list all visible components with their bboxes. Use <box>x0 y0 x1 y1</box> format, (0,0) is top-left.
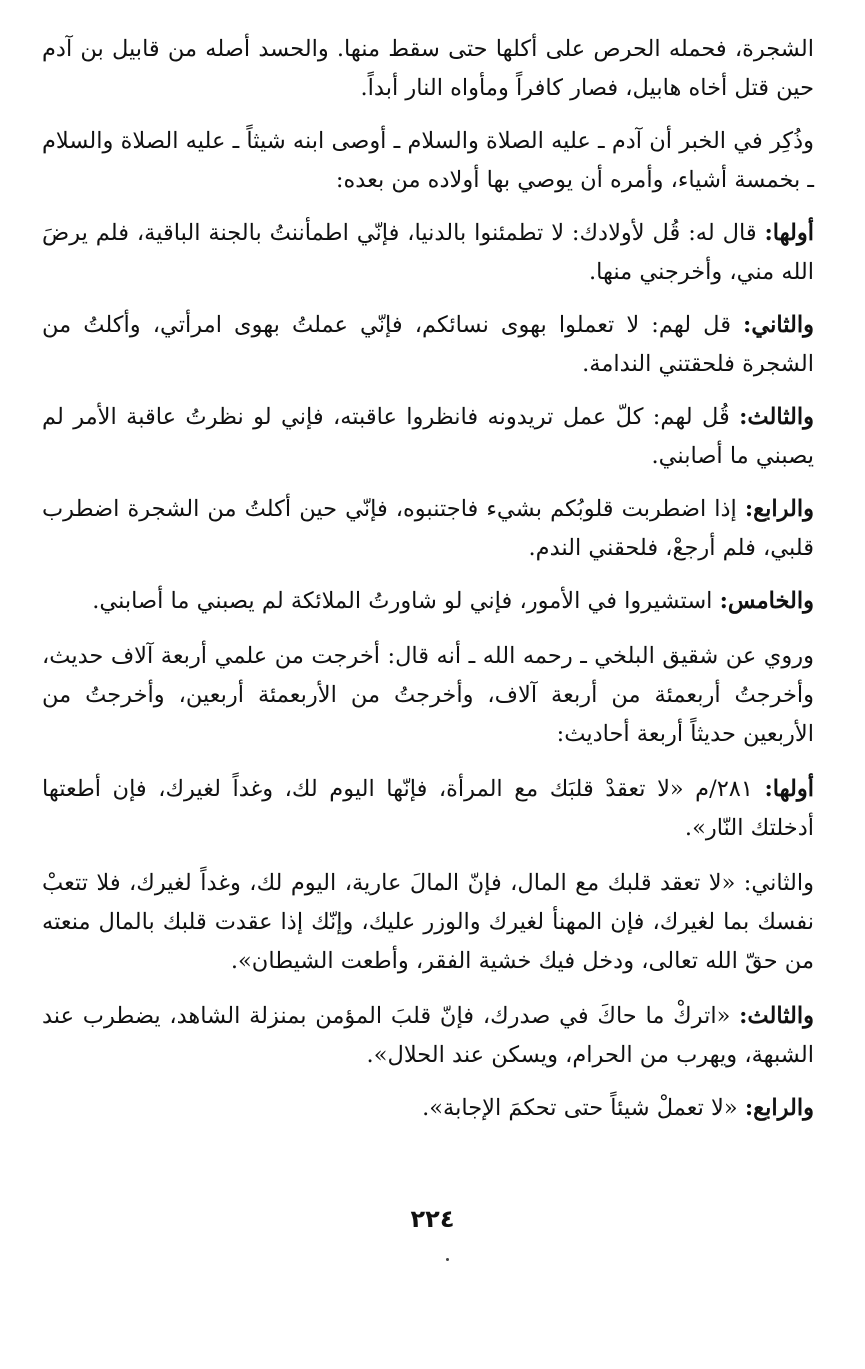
paragraph-6 <box>42 490 814 568</box>
paragraph-text: الشجرة، فحمله الحرص على أكلها حتى سقط منها. والحسد أصله من قابيل بن آدم حين قتل أخاه هابيل، فصار كافراً ومأواه النار أبداً. <box>42 36 814 101</box>
paragraph-lead: أولها: <box>764 776 815 802</box>
paragraph-text: «اتركْ ما حاكَ في صدرك، فإنّ قلبَ المؤمن بمنزلة الشاهد، يضطرب عند الشبهة، ويهرب من الحرام، ويسكن عند الحلال». <box>42 1003 814 1068</box>
paragraph-4 <box>42 306 814 384</box>
paragraph-7 <box>42 582 814 621</box>
paragraph-lead: والثالث: <box>739 404 814 430</box>
paragraph-11 <box>42 997 814 1075</box>
paragraph-lead: والثاني: <box>743 312 814 338</box>
paragraph-5 <box>42 398 814 476</box>
paragraph-text: ٢٨١/م «لا تعقدْ قلبَك مع المرأة، فإنّها اليوم لك، وغداً لغيرك، فإن أطعتها أدخلتك النّار». <box>42 776 814 841</box>
page-body <box>42 30 814 1128</box>
page-number: ٢٢٤ <box>410 1205 455 1233</box>
paragraph-lead: والرابع: <box>744 1095 814 1121</box>
paragraph-lead: أولها: <box>764 220 814 246</box>
paragraph-text: قُل لهم: كلّ عمل تريدونه فانظروا عاقبته، فإني لو نظرتُ عاقبة الأمر لم يصبني ما أصابني. <box>42 404 814 469</box>
paragraph-text: وروي عن شقيق البلخي ـ رحمه الله ـ أنه قال: أخرجت من علمي أربعة آلاف حديث، وأخرجتُ أربعمئة من أربعة آلاف، وأخرجتُ من الأربعمئة أربعين، وأخرجتُ من الأربعين حديثاً أربعة أحاديث: <box>42 643 814 747</box>
paragraph-text: استشيروا في الأمور، فإني لو شاورتُ الملائكة لم يصبني ما أصابني. <box>92 588 720 614</box>
paragraph-lead: والخامس: <box>719 588 814 614</box>
paragraph-1 <box>42 30 814 108</box>
paragraph-text: «لا تعملْ شيئاً حتى تحكمَ الإجابة». <box>422 1095 745 1121</box>
paragraph-8 <box>42 637 814 754</box>
paragraph-3 <box>42 214 814 292</box>
paragraph-text: قال له: قُل لأولادك: لا تطمئنوا بالدنيا، فإنّي اطمأننتُ بالجنة الباقية، فلم يرضَ الله مني، وأخرجني منها. <box>42 220 814 285</box>
paragraph-lead: والثالث: <box>739 1003 814 1029</box>
paragraph-9 <box>42 770 814 848</box>
paragraph-text: والثاني: «لا تعقد قلبك مع المال، فإنّ المالَ عارية، اليوم لك، وغداً لغيرك، فلا تتعبْ نفسك بما لغيرك، فإن المهنأ لغيرك والوزر عليك، وإنّك إذا عقدت قلبك بالمال منعته من حقّ الله تعالى، ودخل فيك خشية الفقر، وأطعت الشيطان». <box>42 870 814 974</box>
paragraph-10 <box>42 864 814 981</box>
paragraph-text: إذا اضطربت قلوبُكم بشيء فاجتنبوه، فإنّي حين أكلتُ من الشجرة اضطرب قلبي، فلم أرجعْ، فلحقني الندم. <box>42 496 814 561</box>
paragraph-2 <box>42 122 814 200</box>
paragraph-text: قل لهم: لا تعملوا بهوى نسائكم، فإنّي عملتُ بهوى امرأتي، وأكلتُ من الشجرة فلحقتني الندامة. <box>42 312 814 377</box>
paragraph-text: وذُكِر في الخبر أن آدم ـ عليه الصلاة والسلام ـ أوصى ابنه شيثاً ـ عليه الصلاة والسلام ـ بخمسة أشياء، وأمره أن يوصي بها أولاده من بعده: <box>42 128 814 193</box>
paragraph-lead: والرابع: <box>744 496 814 522</box>
paragraph-12 <box>42 1089 814 1128</box>
scan-speck <box>446 1258 449 1261</box>
